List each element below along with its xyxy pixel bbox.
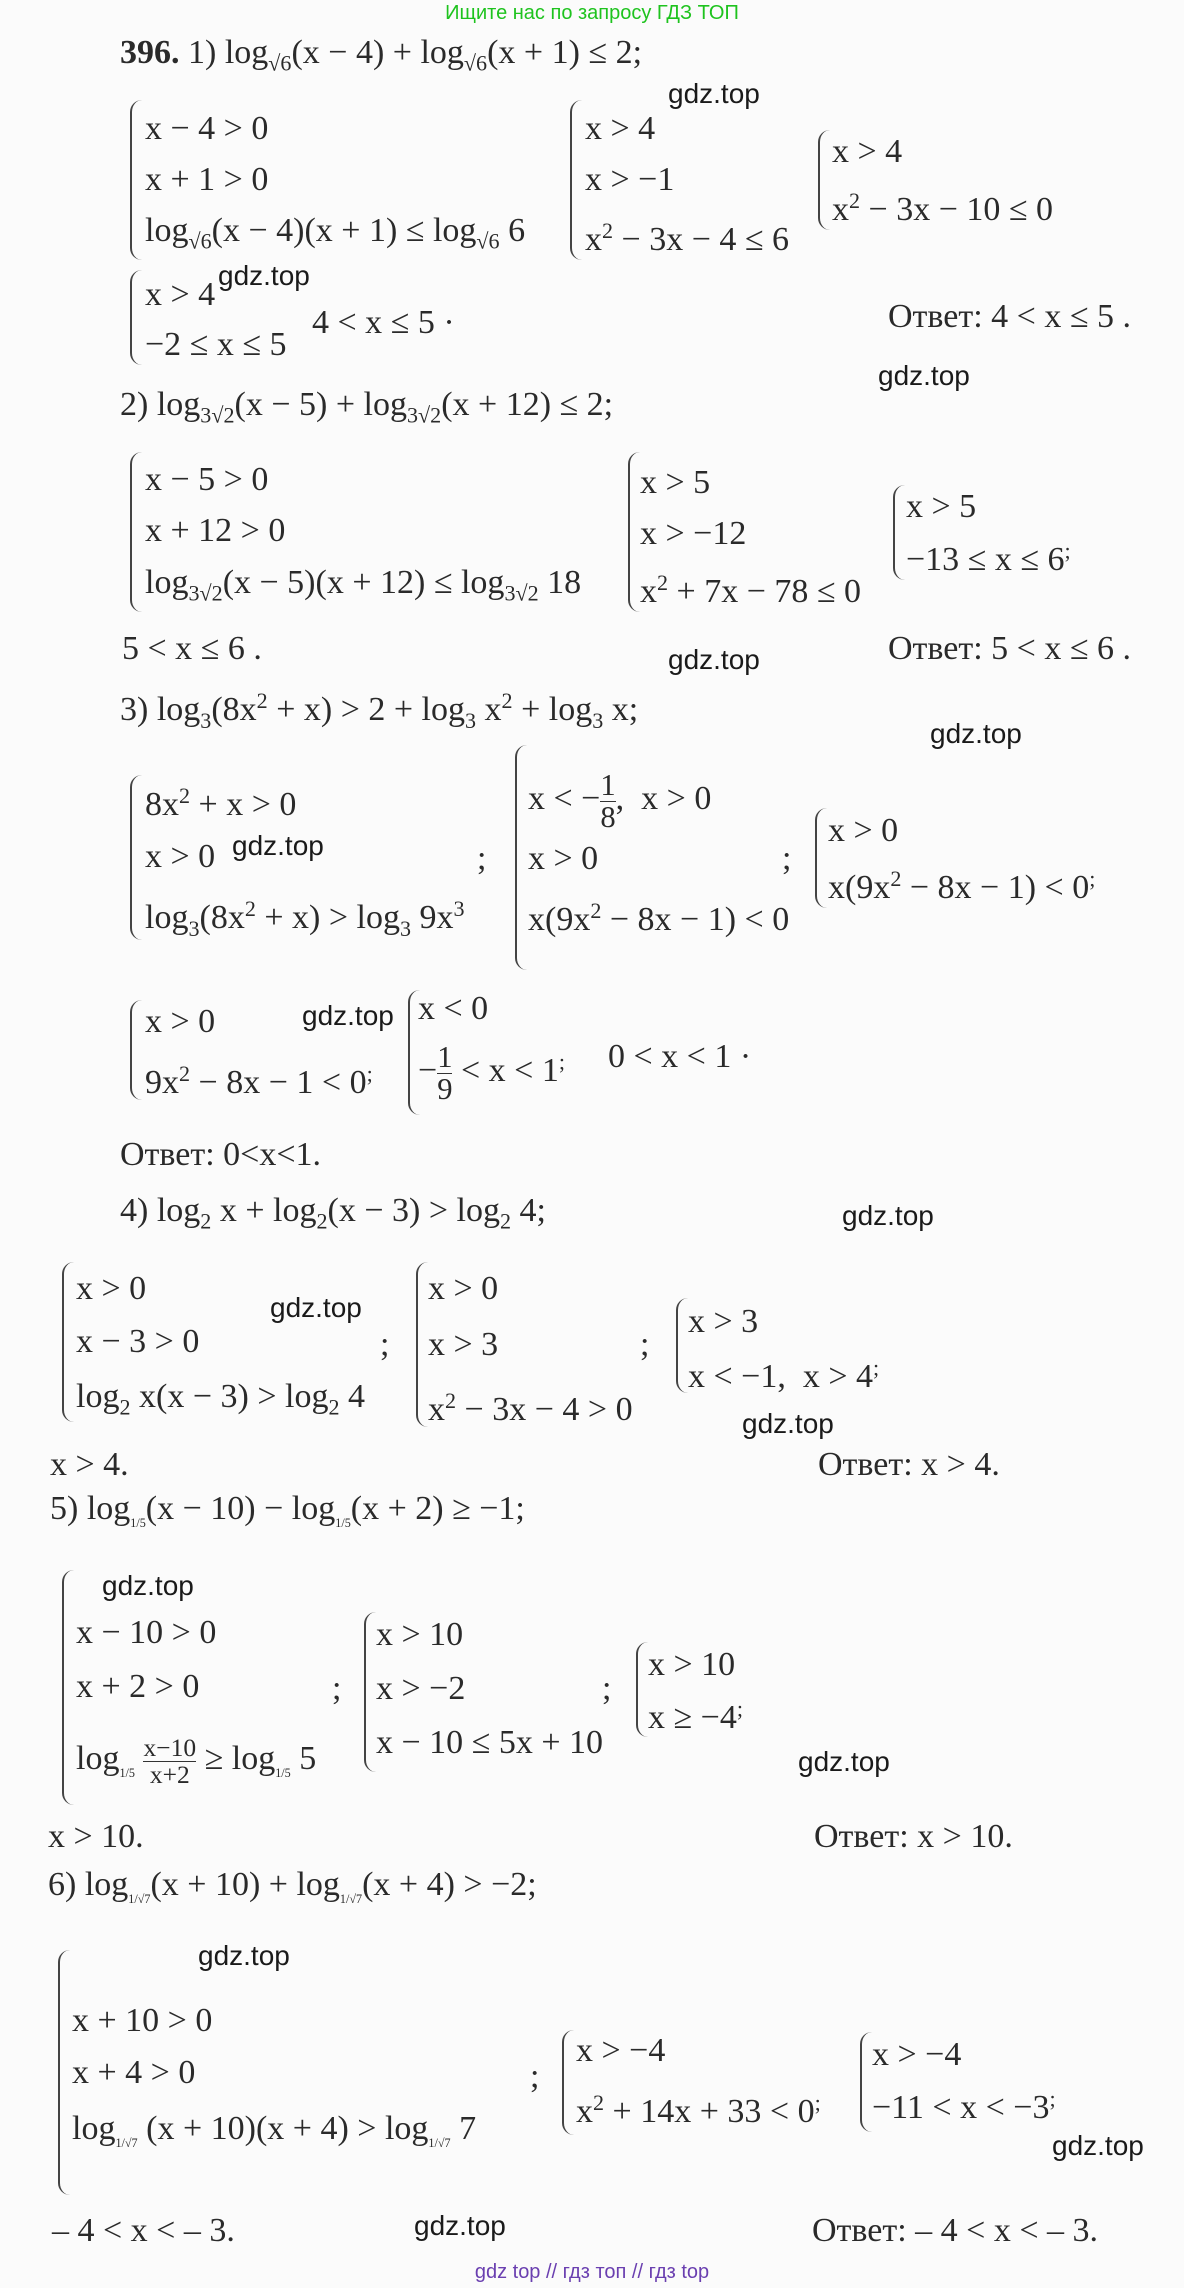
brace [416,1262,428,1427]
part-3-title: 3) $\log_3(8x^2 + x) > 2 + \log_3 x^2 + \log_3 x$; [120,688,639,733]
watermark: gdz.top [270,1292,362,1323]
math-line: x + 12 > 0 [145,512,286,549]
watermark: gdz.top [414,2210,506,2241]
separator: ; [477,840,487,877]
brace [860,2032,872,2132]
math-line: $\log_{1/5}$ $\frac{x-10}{x+2}$ ≥ $\log_{1/5} 5$ [76,1733,317,1789]
watermark: gdz.top [198,1940,290,1971]
answer-1: Ответ: 4 < x ≤ 5 . [888,298,1131,335]
math-line: $x^2 - 3x - 4 \le 6$ [585,218,790,259]
watermark: gdz.top [668,78,760,109]
math-line: x > −4 [872,2036,962,2073]
math-line: x − 5 > 0 [145,461,269,498]
conclusion-5: x > 10. [48,1818,144,1855]
math-line: x > 4 [832,133,903,170]
brace [515,745,527,970]
answer-5: Ответ: x > 10. [814,1818,1013,1855]
separator: ; [602,1670,612,1707]
math-line: x − 4 > 0 [145,110,269,147]
math-line: $x^2 + 7x - 78 \le 0$ [640,570,862,611]
math-line: x + 1 > 0 [145,161,269,198]
brace [62,1262,74,1422]
math-line: $\log_{1/√7} (x + 10)(x + 4) > \log_{1/√7} 7$ [72,2110,477,2150]
math-line: x > 5 [640,464,711,501]
math-line: x > 0 [528,840,599,877]
watermark: gdz.top [302,1000,394,1031]
watermark: gdz.top [930,718,1022,749]
math-line: 0 < x < 1 · [608,1038,752,1075]
conclusion-4: x > 4. [50,1446,129,1483]
brace [130,452,142,612]
separator: ; [332,1670,342,1707]
brace [562,2030,574,2135]
math-line: x > 0 [145,1003,216,1040]
brace [62,1570,74,1805]
math-line: 4 < x ≤ 5 · [312,304,455,341]
brace [58,1950,70,2195]
math-line: x > 5 [906,488,977,525]
math-line: x > −4 [576,2032,666,2069]
separator: ; [782,840,792,877]
problem-number: 396. [120,34,180,71]
math-line: x > 10 [376,1616,464,1653]
brace [130,1000,142,1100]
answer-3: Ответ: 0<x<1. [120,1136,322,1173]
separator: ; [530,2058,540,2095]
watermark: gdz.top [102,1570,194,1601]
part-6-title: 6) $\log_{1/√7}(x + 10) + \log_{1/√7}(x + 4) > -2$; [48,1866,537,1906]
math-line: $\log_3(8x^2 + x) > \log_3 9x^3$ [145,896,465,941]
watermark: gdz.top [842,1200,934,1231]
brace [130,775,142,940]
brace [893,485,905,580]
math-line: x − 10 ≤ 5x + 10 [376,1724,604,1761]
math-line: $9x^2 - 8x - 1 < 0^;$ [145,1061,373,1102]
math-line: −2 ≤ x ≤ 5 [145,326,287,363]
brace [628,452,640,612]
math-line: −11 < x < −3; [872,2086,1056,2127]
part-4-title: 4) $\log_2 x + \log_2(x - 3) > \log_2 4$; [120,1192,546,1234]
math-line: x ≥ −4; [648,1696,743,1737]
math-line: −13 ≤ x ≤ 6; [906,538,1071,579]
part-1-title: 396. 1) $\log_{√6}(x - 4) + \log_{√6}(x + 1) \le 2$; [120,34,643,76]
math-line: x + 4 > 0 [72,2054,196,2091]
math-line: $x^2 - 3x - 4 > 0$ [428,1388,633,1429]
answer-2: Ответ: 5 < x ≤ 6 . [888,630,1131,667]
math-line: x < − $\frac{1}{8}$ , x > 0 [528,768,712,834]
math-line: $x(9x^2 - 8x - 1) < 0$ [528,898,790,939]
separator: ; [380,1326,390,1363]
math-line: x > 0 [76,1270,147,1307]
watermark: gdz.top [1052,2130,1144,2161]
brace [130,270,142,365]
brace [570,100,582,260]
math-line: x > 3 [688,1303,759,1340]
math-line: x > −12 [640,515,747,552]
math-line: $\log_{3√2}(x - 5)(x + 12) \le \log_{3√2} 18$ [145,564,582,606]
part-5-title: 5) $\log_{1/5}(x - 10) - \log_{1/5}(x + 2) \ge -1$; [50,1490,525,1530]
brace [815,808,827,908]
math-line: x > 4 [585,110,656,147]
math-line: x > 0 [145,838,216,875]
math-line: x + 10 > 0 [72,2002,213,2039]
math-line: − $\frac{1}{9}$ < x < 1; [418,1040,565,1106]
brace [130,100,142,260]
answer-6: Ответ: – 4 < x < – 3. [812,2212,1099,2249]
watermark: gdz.top [742,1408,834,1439]
watermark: gdz.top [878,360,970,391]
math-line: x > 0 [828,812,899,849]
brace [364,1612,376,1772]
header-banner[interactable]: Ищите нас по запросу ГДЗ ТОП [445,2,739,24]
math-line: $x^2 + 14x + 33 < 0^;$ [576,2090,821,2131]
math-line: x − 10 > 0 [76,1614,217,1651]
math-line: x > 4 [145,276,216,313]
math-line: $\log_{√6}(x - 4)(x + 1) \le \log_{√6} 6$ [145,212,526,254]
math-line: x > 3 [428,1326,499,1363]
answer-4: Ответ: x > 4. [818,1446,1000,1483]
math-line: x > 0 [428,1270,499,1307]
watermark: gdz.top [232,830,324,861]
math-line: x > −2 [376,1670,466,1707]
part-2-title: 2) $\log_{3√2}(x - 5) + \log_{3√2}(x + 12) \le 2$; [120,386,614,428]
math-line: $x(9x^2 - 8x - 1) < 0^;$ [828,866,1096,907]
brace [676,1298,688,1393]
brace [636,1642,648,1737]
math-line: $8x^2 + x > 0$ [145,783,297,824]
math-line: x − 3 > 0 [76,1323,200,1360]
math-line: x + 2 > 0 [76,1668,200,1705]
watermark: gdz.top [218,260,310,291]
math-line: $\log_2 x(x - 3) > \log_2 4$ [76,1378,365,1420]
math-line: x < −1, x > 4; [688,1355,880,1396]
brace [818,130,830,230]
math-line: x > −1 [585,161,675,198]
watermark: gdz.top [798,1746,890,1777]
math-line: x < 0 [418,990,489,1027]
conclusion-6: – 4 < x < – 3. [52,2212,235,2249]
math-line: $x^2 - 3x - 10 \le 0$ [832,188,1054,229]
math-line: x > 10 [648,1646,736,1683]
separator: ; [640,1326,650,1363]
footer-links[interactable]: gdz top // гдз топ // гдз top [474,2261,710,2283]
watermark: gdz.top [668,644,760,675]
conclusion-2: 5 < x ≤ 6 . [122,630,262,667]
